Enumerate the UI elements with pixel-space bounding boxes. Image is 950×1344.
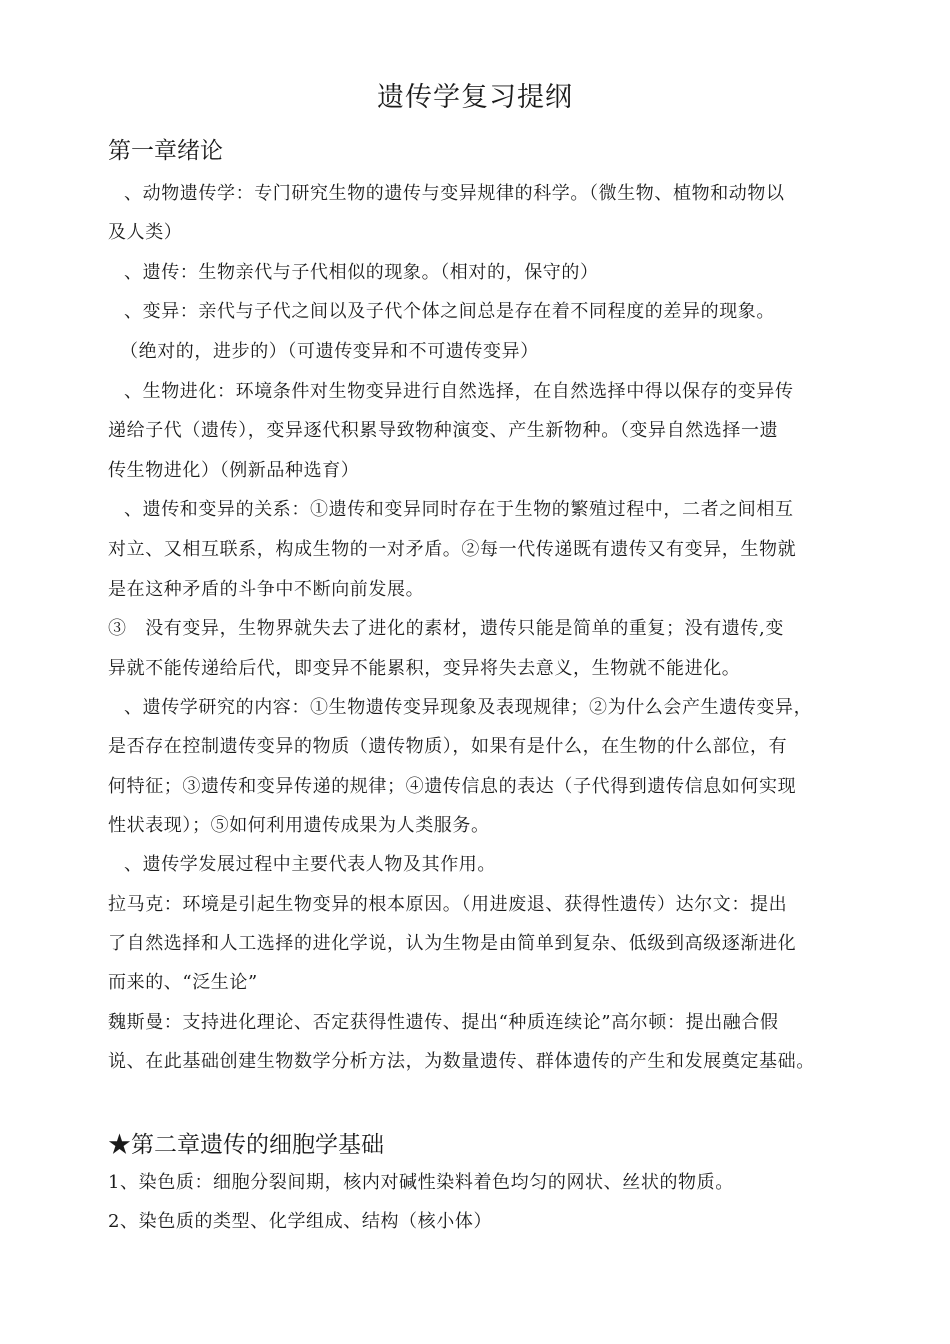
paragraph-line: 对立、又相互联系，构成生物的一对矛盾。②每一代传递既有遗传又有变异，生物就: [108, 539, 797, 560]
paragraph-line: 是在这种矛盾的斗争中不断向前发展。: [108, 579, 425, 600]
paragraph-line: （绝对的，进步的）（可遗传变异和不可遗传变异）: [120, 341, 539, 362]
paragraph-line: 2、染色质的类型、化学组成、结构（核小体）: [108, 1211, 493, 1232]
paragraph-line: 、变异：亲代与子代之间以及子代个体之间总是存在着不同程度的差异的现象。: [124, 301, 775, 322]
paragraph-line: 说、在此基础创建生物数学分析方法，为数量遗传、群体遗传的产生和发展奠定基础。: [108, 1051, 815, 1072]
paragraph-line: 递给子代（遗传），变异逐代积累导致物种演变、产生新物种。（变异自然选择一遗: [108, 420, 779, 441]
paragraph-line: 魏斯曼：支持进化理论、否定获得性遗传、提出“种质连续论”高尔顿：提出融合假: [108, 1012, 779, 1033]
paragraph-line: 、遗传和变异的关系：①遗传和变异同时存在于生物的繁殖过程中，二者之间相互: [124, 499, 794, 520]
paragraph-line: 及人类）: [108, 222, 183, 243]
paragraph-line: 异就不能传递给后代，即变异不能累积，变异将失去意义，生物就不能进化。: [108, 658, 741, 679]
paragraph-line: 、生物进化：环境条件对生物变异进行自然选择，在自然选择中得以保存的变异传: [124, 381, 794, 402]
chapter-1-heading: 第一章绪论: [108, 138, 223, 164]
paragraph-line: 了自然选择和人工选择的进化学说，认为生物是由简单到复杂、低级到高级逐渐进化: [108, 933, 797, 954]
paragraph-line: 、遗传学研究的内容：①生物遗传变异现象及表现规律；②为什么会产生遗传变异，: [124, 697, 813, 718]
document-title: 遗传学复习提纲: [377, 82, 573, 113]
chapter-2-heading: ★第二章遗传的细胞学基础: [108, 1132, 384, 1158]
paragraph-line: ③ 没有变异，生物界就失去了进化的素材，遗传只能是简单的重复；没有遗传,变: [108, 618, 784, 639]
paragraph-line: 传生物进化）（例新品种选育）: [108, 460, 360, 481]
paragraph-line: 、遗传：生物亲代与子代相似的现象。（相对的，保守的）: [124, 262, 599, 283]
paragraph-line: 、动物遗传学：专门研究生物的遗传与变异规律的科学。（微生物、植物和动物以: [124, 183, 785, 204]
paragraph-line: 性状表现）；⑤如何利用遗传成果为人类服务。: [108, 815, 490, 836]
paragraph-line: 1、染色质：细胞分裂间期，核内对碱性染料着色均匀的网状、丝状的物质。: [108, 1172, 734, 1193]
paragraph-line: 拉马克：环境是引起生物变异的根本原因。（用进废退、获得性遗传）达尔文：提出: [108, 894, 788, 915]
paragraph-line: 而来的、“泛生论”: [108, 972, 258, 993]
paragraph-line: 是否存在控制遗传变异的物质（遗传物质），如果有是什么，在生物的什么部位，有: [108, 736, 788, 757]
paragraph-line: 何特征；③遗传和变异传递的规律；④遗传信息的表达（子代得到遗传信息如何实现: [108, 776, 797, 797]
paragraph-line: 、遗传学发展过程中主要代表人物及其作用。: [124, 854, 496, 875]
